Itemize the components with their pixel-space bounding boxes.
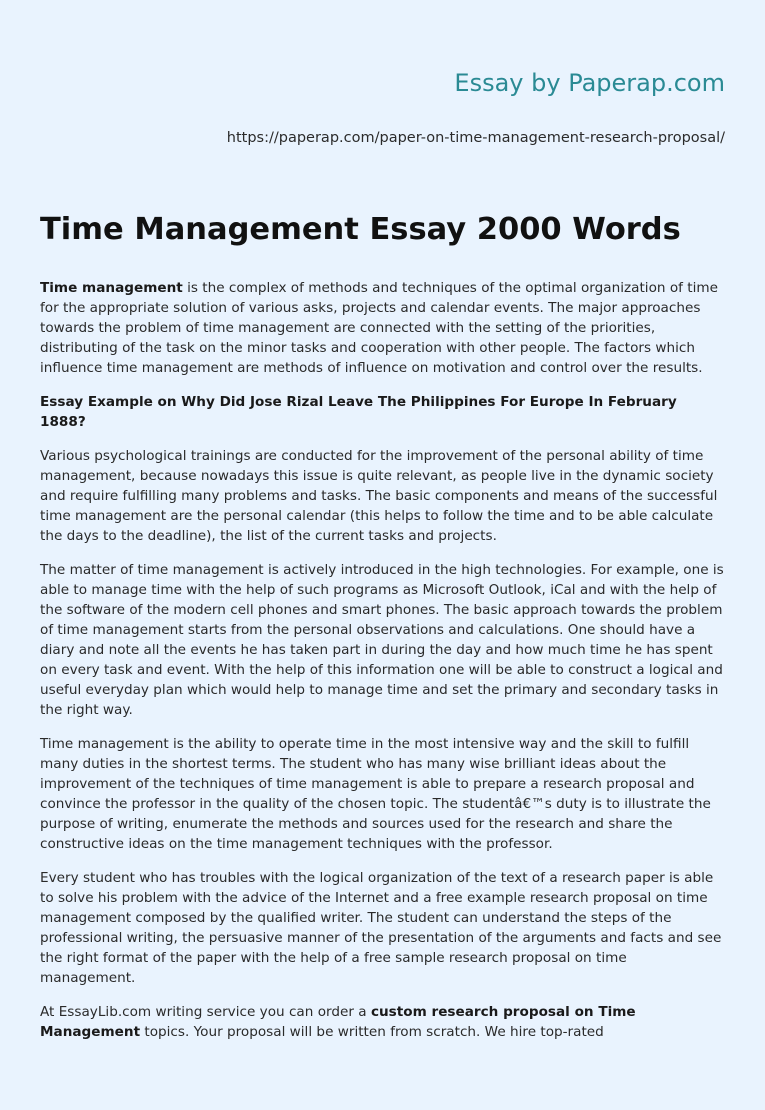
paragraph-2: Various psychological trainings are conducted for the improvement of the personal ability of time management, because nowadays this issue is quite relevant, as people live in the dynamic society and require fulfilling many problems and tasks. The basic components and means of the successful time management are the personal calendar (this helps to follow the time and to be able calculate the days to the deadline), the list of the current tasks and projects. bbox=[40, 448, 718, 544]
custom-proposal-link[interactable]: custom research proposal on Time Management bbox=[40, 1004, 636, 1040]
paragraph-5: Every student who has troubles with the logical organization of the text of a research paper is able to solve his problem with the advice of the Internet and a free example research proposal on time management composed by the qualified writer. The student can understand the steps of the professional writing, the persuasive manner of the presentation of the arguments and facts and see the right format of the paper with the help of a free sample research proposal on time management. bbox=[40, 870, 722, 986]
para6-start: At EssayLib.com writing service you can order a bbox=[40, 1004, 371, 1020]
intro-text: is the complex of methods and techniques of the optimal organization of time for the appropriate solution of various asks, projects and calendar events. The major approaches towards the problem of time management are connected with the setting of the priorities, distributing of the task on the minor tasks and cooperation with other people. The factors which influence time management are methods of influence on motivation and control over the results. bbox=[40, 280, 718, 376]
paragraph-intro bbox=[40, 278, 726, 378]
article-body bbox=[40, 278, 726, 1056]
paragraph-3: The matter of time management is actively introduced in the high technologies. For example, one is able to manage time with the help of such programs as Microsoft Outlook, iCal and with the help of the software of the modern cell phones and smart phones. The basic approach towards the problem of time management starts from the personal observations and calculations. One should have a diary and note all the events he has taken part in during the day and how much time he has spent on every task and event. With the help of this information one will be able to construct a logical and useful everyday plan which would help to manage time and set the primary and secondary tasks in the right way. bbox=[40, 562, 724, 718]
paragraph-4: Time management is the ability to operate time in the most intensive way and the skill to fulfill many duties in the shortest terms. The student who has many wise brilliant ideas about the improvement of the techniques of time management is able to prepare a research proposal and convince the professor in the quality of the chosen topic. The studentâ€™s duty is to illustrate the purpose of writing, enumerate the methods and sources used for the research and share the constructive ideas on the time management techniques with the professor. bbox=[40, 736, 711, 852]
intro-bold-term: Time management bbox=[40, 280, 183, 296]
paragraph-6 bbox=[40, 1002, 726, 1042]
essay-example-link[interactable]: Essay Example on Why Did Jose Rizal Leave The Philippines For Europe In February 1888? bbox=[40, 394, 677, 430]
page-title: Time Management Essay 2000 Words bbox=[40, 212, 681, 247]
site-brand[interactable]: Essay by Paperap.com bbox=[454, 69, 725, 97]
para6-end: topics. Your proposal will be written from scratch. We hire top-rated bbox=[140, 1024, 604, 1040]
source-url[interactable]: https://paperap.com/paper-on-time-management-research-proposal/ bbox=[226, 130, 725, 146]
